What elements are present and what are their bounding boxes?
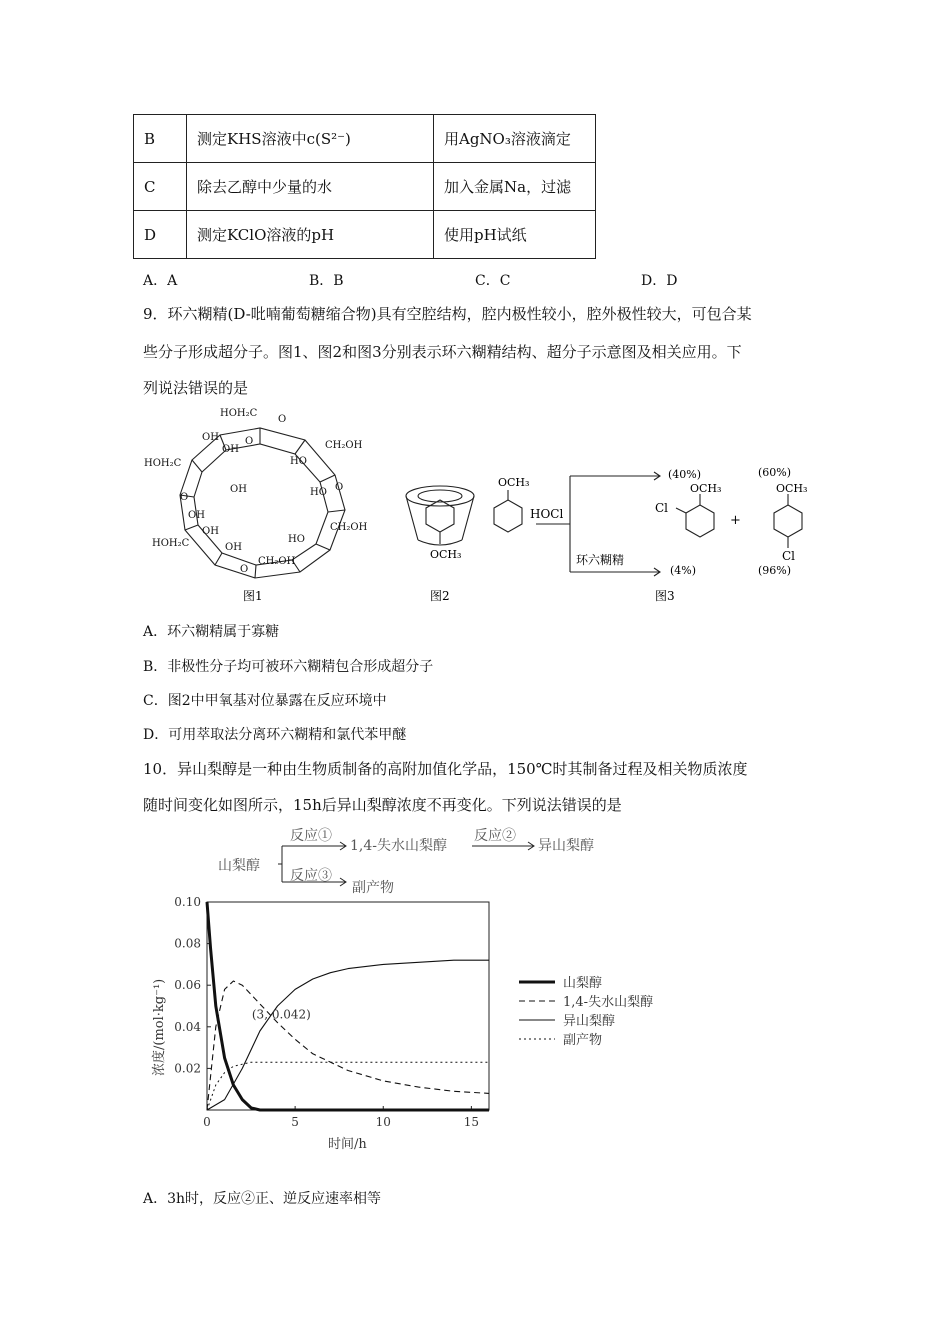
- fig3-p1-cl: Cl: [655, 501, 669, 515]
- legend-label: 1,4-失水山梨醇: [563, 995, 654, 1010]
- y-tick-label: 0.06: [174, 978, 201, 993]
- scheme-mid: 1,4-失水山梨醇: [350, 838, 447, 854]
- figure-2-supramolecule: [406, 486, 474, 545]
- figure-1-caption: 图1: [243, 589, 263, 603]
- fig3-p1-top: (40%): [668, 468, 702, 481]
- q9-stem-line-3: 列说法错误的是: [143, 379, 249, 397]
- fig1-label: O: [335, 482, 344, 493]
- task-cell: 除去乙醇中少量的水: [187, 163, 434, 211]
- x-tick-label: 5: [291, 1115, 299, 1129]
- fig3-p1-och3: OCH₃: [690, 482, 722, 495]
- x-axis-label: 时间/h: [328, 1137, 367, 1152]
- series-line-3: [207, 1062, 489, 1110]
- y-tick-label: 0.10: [174, 895, 201, 909]
- scheme-r3: 反应③: [290, 868, 332, 884]
- fig1-label: OH: [188, 510, 205, 521]
- fig1-label: CH₂OH: [258, 556, 296, 567]
- legend-label: 异山梨醇: [563, 1014, 616, 1029]
- plot-frame: [207, 902, 489, 1110]
- scheme-r1: 反应①: [290, 828, 332, 844]
- q10-stem-line-1: 10．异山梨醇是一种由生物质制备的高附加值化学品，150℃时其制备过程及相关物质浓度: [143, 760, 748, 778]
- fig1-label: O: [245, 436, 254, 447]
- x-tick-label: 0: [203, 1115, 211, 1129]
- fig3-p2-och3: OCH₃: [776, 482, 808, 495]
- x-tick-label: 15: [463, 1115, 480, 1129]
- q9-stem-line-2: 些分子形成超分子。图1、图2和图3分别表示环六糊精结构、超分子示意图及相关应用。下: [143, 343, 742, 361]
- figure-3-reaction: [494, 472, 802, 576]
- legend-label: 副产物: [563, 1033, 603, 1048]
- q9-stem-line-1: 9．环六糊精(D-吡喃葡萄糖缩合物)具有空腔结构，腔内极性较小，腔外极性较大，可包合某: [143, 305, 752, 323]
- fig1-label: HOH₂C: [220, 408, 258, 419]
- y-tick-label: 0.04: [174, 1019, 201, 1034]
- q10-scheme: [210, 818, 630, 898]
- fig1-label: CH₂OH: [325, 440, 363, 451]
- fig3-catalyst: 环六糊精: [576, 553, 625, 567]
- fig1-label: OH: [202, 526, 219, 537]
- option-cell: B: [134, 115, 187, 163]
- fig3-p2-cl: Cl: [782, 549, 796, 563]
- fig3-plus: +: [730, 513, 741, 528]
- scheme-r2: 反应②: [474, 828, 516, 844]
- fig1-label: OH: [225, 542, 242, 553]
- y-tick-label: 0.08: [174, 936, 201, 951]
- table-row: [134, 211, 596, 259]
- fig3-p2-top: (60%): [758, 466, 792, 479]
- fig1-label: O: [240, 564, 249, 575]
- fig1-label: HO: [288, 534, 305, 545]
- series-line-2: [207, 960, 489, 1110]
- q9-option-b[interactable]: B．非极性分子均可被环六糊精包合形成超分子: [143, 659, 434, 675]
- table-row: [134, 163, 596, 211]
- scheme-side: 副产物: [352, 880, 394, 896]
- chart-annotation: (3, 0.042): [251, 1007, 311, 1022]
- fig1-label: HO: [310, 487, 327, 498]
- x-tick-label: 10: [375, 1115, 391, 1129]
- method-cell: 加入金属Na，过滤: [434, 163, 596, 211]
- q8-choice-b[interactable]: B．B: [309, 273, 344, 289]
- fig2-och3-label: OCH₃: [430, 548, 462, 561]
- series-line-1: [207, 981, 489, 1110]
- option-cell: C: [134, 163, 187, 211]
- scheme-start: 山梨醇: [218, 858, 260, 874]
- series-line-0: [207, 902, 489, 1110]
- q9-option-d[interactable]: D．可用萃取法分离环六糊精和氯代苯甲醚: [143, 727, 407, 743]
- figure-3-caption: 图3: [655, 589, 675, 603]
- q9-option-a[interactable]: A．环六糊精属于寡糖: [143, 624, 280, 640]
- q9-figures: [140, 400, 820, 610]
- fig1-label: O: [180, 492, 189, 503]
- fig1-label: HO: [290, 456, 307, 467]
- option-cell: D: [134, 211, 187, 259]
- fig1-label: OH: [202, 432, 219, 443]
- fig3-p1-bottom: (4%): [670, 564, 697, 577]
- y-axis-label: 浓度/(mol·kg⁻¹): [152, 978, 167, 1076]
- figure-2-caption: 图2: [430, 589, 450, 603]
- fig1-label: CH₂OH: [330, 522, 368, 533]
- q8-choice-d[interactable]: D．D: [641, 273, 678, 289]
- method-cell: 用AgNO₃溶液滴定: [434, 115, 596, 163]
- fig3-reactant-och3: OCH₃: [498, 476, 530, 489]
- q8-choice-a[interactable]: A．A: [143, 273, 178, 289]
- table-row: [134, 115, 596, 163]
- concentration-chart: [140, 890, 660, 1160]
- fig3-reagent: HOCl: [530, 507, 564, 521]
- task-cell: 测定KClO溶液的pH: [187, 211, 434, 259]
- method-cell: 使用pH试纸: [434, 211, 596, 259]
- q10-stem-line-2: 随时间变化如图所示，15h后异山梨醇浓度不再变化。下列说法错误的是: [143, 796, 622, 814]
- q8-choice-c[interactable]: C．C: [475, 273, 511, 289]
- options-table: [133, 114, 596, 259]
- fig1-label: OH: [222, 444, 239, 455]
- fig1-label: HOH₂C: [144, 458, 182, 469]
- q10-option-a[interactable]: A．3h时，反应②正、逆反应速率相等: [143, 1191, 382, 1207]
- scheme-end: 异山梨醇: [538, 838, 594, 854]
- legend-label: 山梨醇: [563, 976, 603, 991]
- y-tick-label: 0.02: [174, 1061, 201, 1076]
- fig3-p2-bottom: (96%): [758, 564, 792, 577]
- figure-1-labels: [144, 408, 368, 575]
- task-cell: 测定KHS溶液中c(S²⁻): [187, 115, 434, 163]
- fig1-label: O: [278, 414, 287, 425]
- q9-option-c[interactable]: C．图2中甲氧基对位暴露在反应环境中: [143, 693, 387, 709]
- fig1-label: OH: [230, 484, 247, 495]
- fig1-label: HOH₂C: [152, 538, 190, 549]
